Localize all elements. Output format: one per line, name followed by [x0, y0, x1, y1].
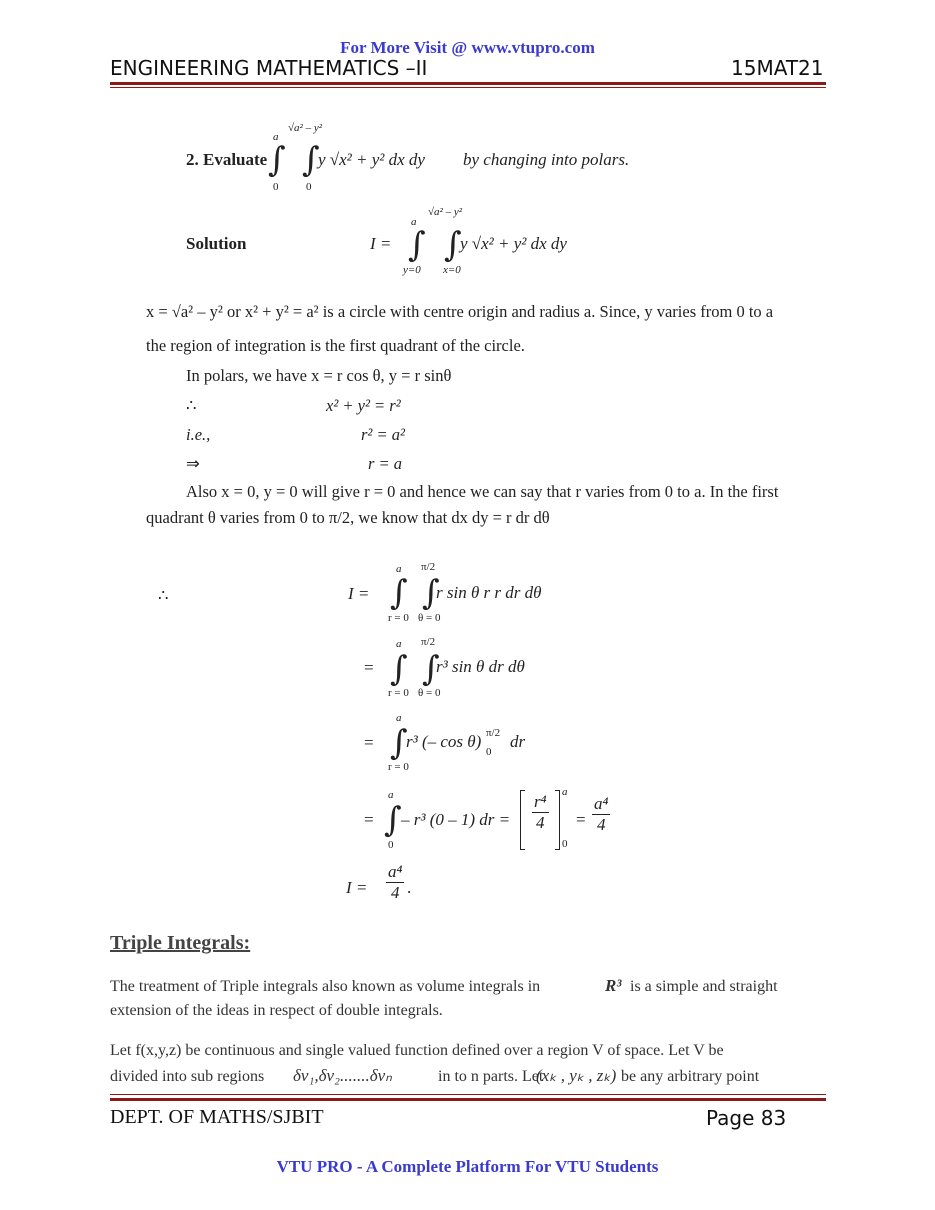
problem-upper-outer: a: [273, 131, 279, 143]
footer-platform-link[interactable]: VTU PRO - A Complete Platform For VTU Students: [276, 1157, 659, 1176]
footer-page-number: Page 83: [706, 1106, 787, 1130]
row4-superscript: a: [562, 786, 568, 798]
left-bracket: [520, 790, 525, 850]
integral-sign: ∫: [390, 573, 408, 613]
row4-denominator: 4: [536, 813, 545, 832]
row2-integrand: r³ sin θ dr dθ: [436, 657, 525, 676]
equals-sign: =: [364, 658, 374, 677]
header-title: ENGINEERING MATHEMATICS –II: [110, 56, 428, 80]
final-numerator: a⁴: [388, 862, 403, 881]
step-2-symbol: i.e.,: [186, 425, 211, 444]
step-3-equation: r = a: [368, 454, 403, 473]
integral-sign: ∫: [390, 723, 408, 763]
header-rule-thin: [110, 87, 826, 88]
section-p1-start: The treatment of Triple integrals also known as volume integrals in: [110, 978, 541, 995]
row1-upper-r: a: [396, 563, 402, 575]
equals-sign: =: [364, 733, 374, 752]
problem-upper-inner: √a² – y²: [288, 122, 323, 134]
section-p1-end: is a simple and straight: [630, 978, 778, 995]
section-p2-end: be any arbitrary point: [621, 1068, 760, 1085]
row1-upper-theta: π/2: [421, 561, 436, 573]
row1-lower-theta: θ = 0: [418, 612, 441, 624]
footer-rule: [110, 1098, 826, 1101]
row4-integrand: – r³ (0 – 1) dr =: [401, 810, 511, 829]
therefore-symbol: ∴: [158, 586, 169, 605]
integral-sign: ∫: [384, 800, 402, 840]
solution-lower-inner: x=0: [443, 264, 461, 276]
solution-label: Solution: [186, 234, 247, 253]
equals-sign: =: [364, 810, 374, 829]
integral-sign: ∫: [390, 649, 408, 689]
integral-sign: ∫: [408, 225, 426, 265]
row1-lower-r: r = 0: [388, 612, 409, 624]
header-rule: [110, 82, 826, 85]
header-visit-link[interactable]: For More Visit @ www.vtupro.com: [340, 38, 595, 57]
problem-tail: by changing into polars.: [463, 150, 630, 169]
final-fraction: [386, 862, 404, 903]
section-p1-line2: extension of the ideas in respect of double integrals.: [110, 1002, 443, 1019]
solution-upper-inner: √a² – y²: [428, 206, 463, 218]
integral-sign: ∫: [422, 649, 440, 689]
integral-sign: ∫: [444, 225, 462, 265]
final-period: .: [407, 878, 412, 897]
row4-lower-r: 0: [388, 839, 394, 851]
solution-upper-outer: a: [411, 216, 417, 228]
final-denominator: 4: [390, 883, 400, 902]
problem-integrand: y √x² + y² dx dy: [318, 150, 425, 169]
row4-numerator: r⁴: [534, 792, 547, 811]
row4-result-denominator: 4: [596, 815, 606, 834]
section-p2-line1: Let f(x,y,z) be continuous and single valued function defined over a region V of space. Let V be: [110, 1042, 724, 1059]
section-p2-point: (xₖ , yₖ , zₖ): [536, 1066, 617, 1085]
row2-lower-theta: θ = 0: [418, 687, 441, 699]
row3-tail: dr: [510, 732, 526, 751]
row4-result-numerator: a⁴: [594, 794, 609, 813]
step-3-symbol: ⇒: [186, 454, 200, 473]
right-bracket: [555, 790, 560, 850]
derivation-lhs: I =: [348, 584, 370, 603]
section-p2-middle: in to n parts. Let: [438, 1068, 544, 1085]
row4-fraction: [532, 792, 549, 833]
row3-lower-r: r = 0: [388, 761, 409, 773]
text-line-4: Also x = 0, y = 0 will give r = 0 and hence we can say that r varies from 0 to a. In the first: [186, 482, 779, 501]
row3-subscript: 0: [486, 746, 492, 758]
row3-superscript: π/2: [486, 727, 501, 739]
step-1-equation: x² + y² = r²: [326, 396, 401, 415]
text-line-1: x = √a² – y² or x² + y² = a² is a circle with centre origin and radius a. Since, y varies from 0 to a: [146, 302, 774, 321]
header-course-code: 15MAT21: [731, 56, 824, 80]
row2-lower-r: r = 0: [388, 687, 409, 699]
row1-integrand: r sin θ r r dr dθ: [436, 583, 542, 602]
row2-upper-theta: π/2: [421, 636, 436, 648]
section-title: Triple Integrals:: [110, 932, 251, 954]
section-p2-symbol: δv₁,δv₂.......δvₙ: [293, 1066, 392, 1085]
solution-lhs: I =: [370, 234, 392, 253]
problem-lower-inner: 0: [306, 181, 312, 193]
text-line-2: the region of integration is the first quadrant of the circle.: [146, 336, 525, 355]
problem-lower-outer: 0: [273, 181, 279, 193]
solution-lower-outer: y=0: [403, 264, 421, 276]
final-lhs: I =: [346, 878, 368, 897]
section-p2-start: divided into sub regions: [110, 1068, 265, 1085]
row4-upper-r: a: [388, 789, 394, 801]
step-2-equation: r² = a²: [361, 425, 405, 444]
row4-result-fraction: [592, 794, 610, 835]
row3-upper-r: a: [396, 712, 402, 724]
row3-integrand: r³ (– cos θ): [406, 732, 482, 751]
text-line-3: In polars, we have x = r cos θ, y = r sinθ: [186, 366, 452, 385]
section-p1-symbol: R³: [605, 976, 622, 995]
integral-sign: ∫: [302, 140, 320, 180]
footer-department: DEPT. OF MATHS/SJBIT: [110, 1106, 324, 1128]
solution-integrand: y √x² + y² dx dy: [460, 234, 567, 253]
footer-rule-thin: [110, 1094, 826, 1095]
row2-upper-r: a: [396, 638, 402, 650]
problem-number: 2. Evaluate: [186, 150, 268, 169]
row4-subscript: 0: [562, 838, 568, 850]
equals-sign: =: [576, 810, 586, 829]
integral-sign: ∫: [422, 573, 440, 613]
step-1-symbol: ∴: [186, 396, 197, 415]
integral-sign: ∫: [268, 140, 286, 180]
text-line-5: quadrant θ varies from 0 to π/2, we know that dx dy = r dr dθ: [146, 508, 550, 527]
